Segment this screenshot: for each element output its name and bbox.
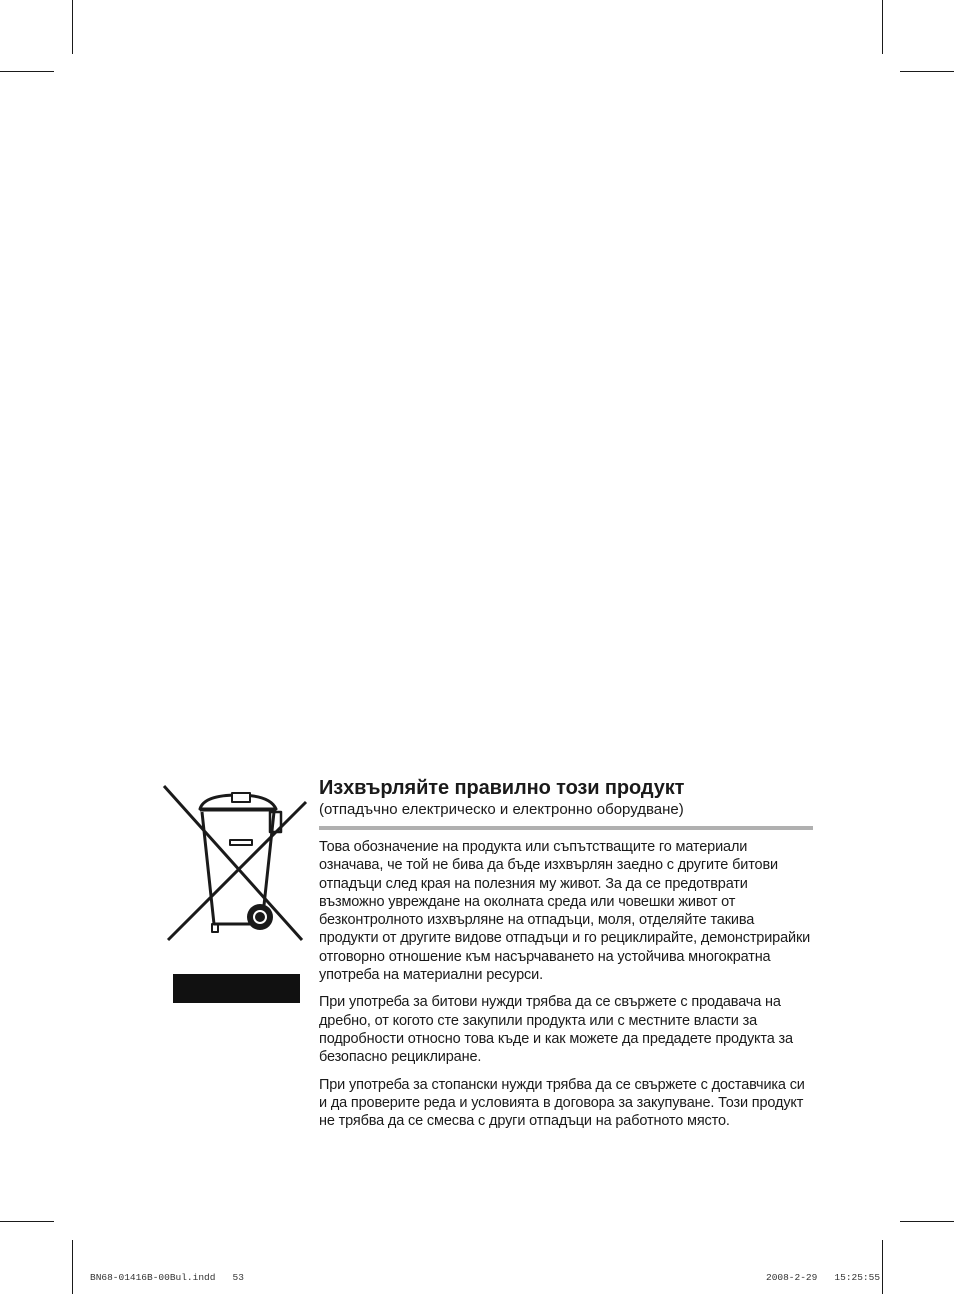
crop-mark-top-right — [882, 0, 883, 54]
crop-mark-bottom-right — [882, 1240, 883, 1294]
page-subtitle: (отпадъчно електрическо и електронно оборудване) — [319, 801, 684, 818]
paragraph-business: При употреба за стопански нужди трябва да се свържете с доставчика си и да проверите реда и условията в договора за закупуване. Този продукт не трябва да се смесва с други отпадъци на работното място. — [319, 1076, 805, 1130]
crop-mark-top-right-h — [900, 71, 954, 72]
crop-mark-bottom-left-h — [0, 1221, 54, 1222]
paragraph-intro: Това обозначение на продукта или съпътстващите го материали означава, че той не бива да бъде изхвърлян заедно с другите битови отпадъци след края на полезния му живот. За да се предотврати възможно увреждане на околната среда или човешки живот от безконтролното изхвърляне на отпадъци, моля, отделяйте такива продукти от другите видове отпадъци и го рециклирайте, демонстрирайки отговорно отношение към насърчаването на устойчива многократна употреба на материални ресурси. — [319, 839, 811, 984]
page-title: Изхвърляйте правилно този продукт — [319, 777, 685, 799]
crop-mark-top-left-h — [0, 71, 54, 72]
crop-mark-bottom-right-h — [900, 1221, 954, 1222]
crop-mark-top-left — [72, 0, 73, 54]
disposal-notice — [319, 776, 813, 1139]
divider — [319, 826, 813, 830]
paragraph-household: При употреба за битови нужди трябва да се свържете с продавача на дребно, от когото сте закупили продукта или с местните власти за подробности относно това къде и как можете да предадете продукта за безопасно рециклиране. — [319, 994, 793, 1066]
crop-mark-bottom-left — [72, 1240, 73, 1294]
black-bar — [173, 974, 300, 1003]
crossed-out-wheelie-bin-icon — [160, 782, 312, 944]
footer-datetime: 2008-2-29 15:25:55 — [766, 1272, 881, 1283]
footer-filename: BN68-01416B-00Bul.indd 53 — [90, 1272, 244, 1283]
